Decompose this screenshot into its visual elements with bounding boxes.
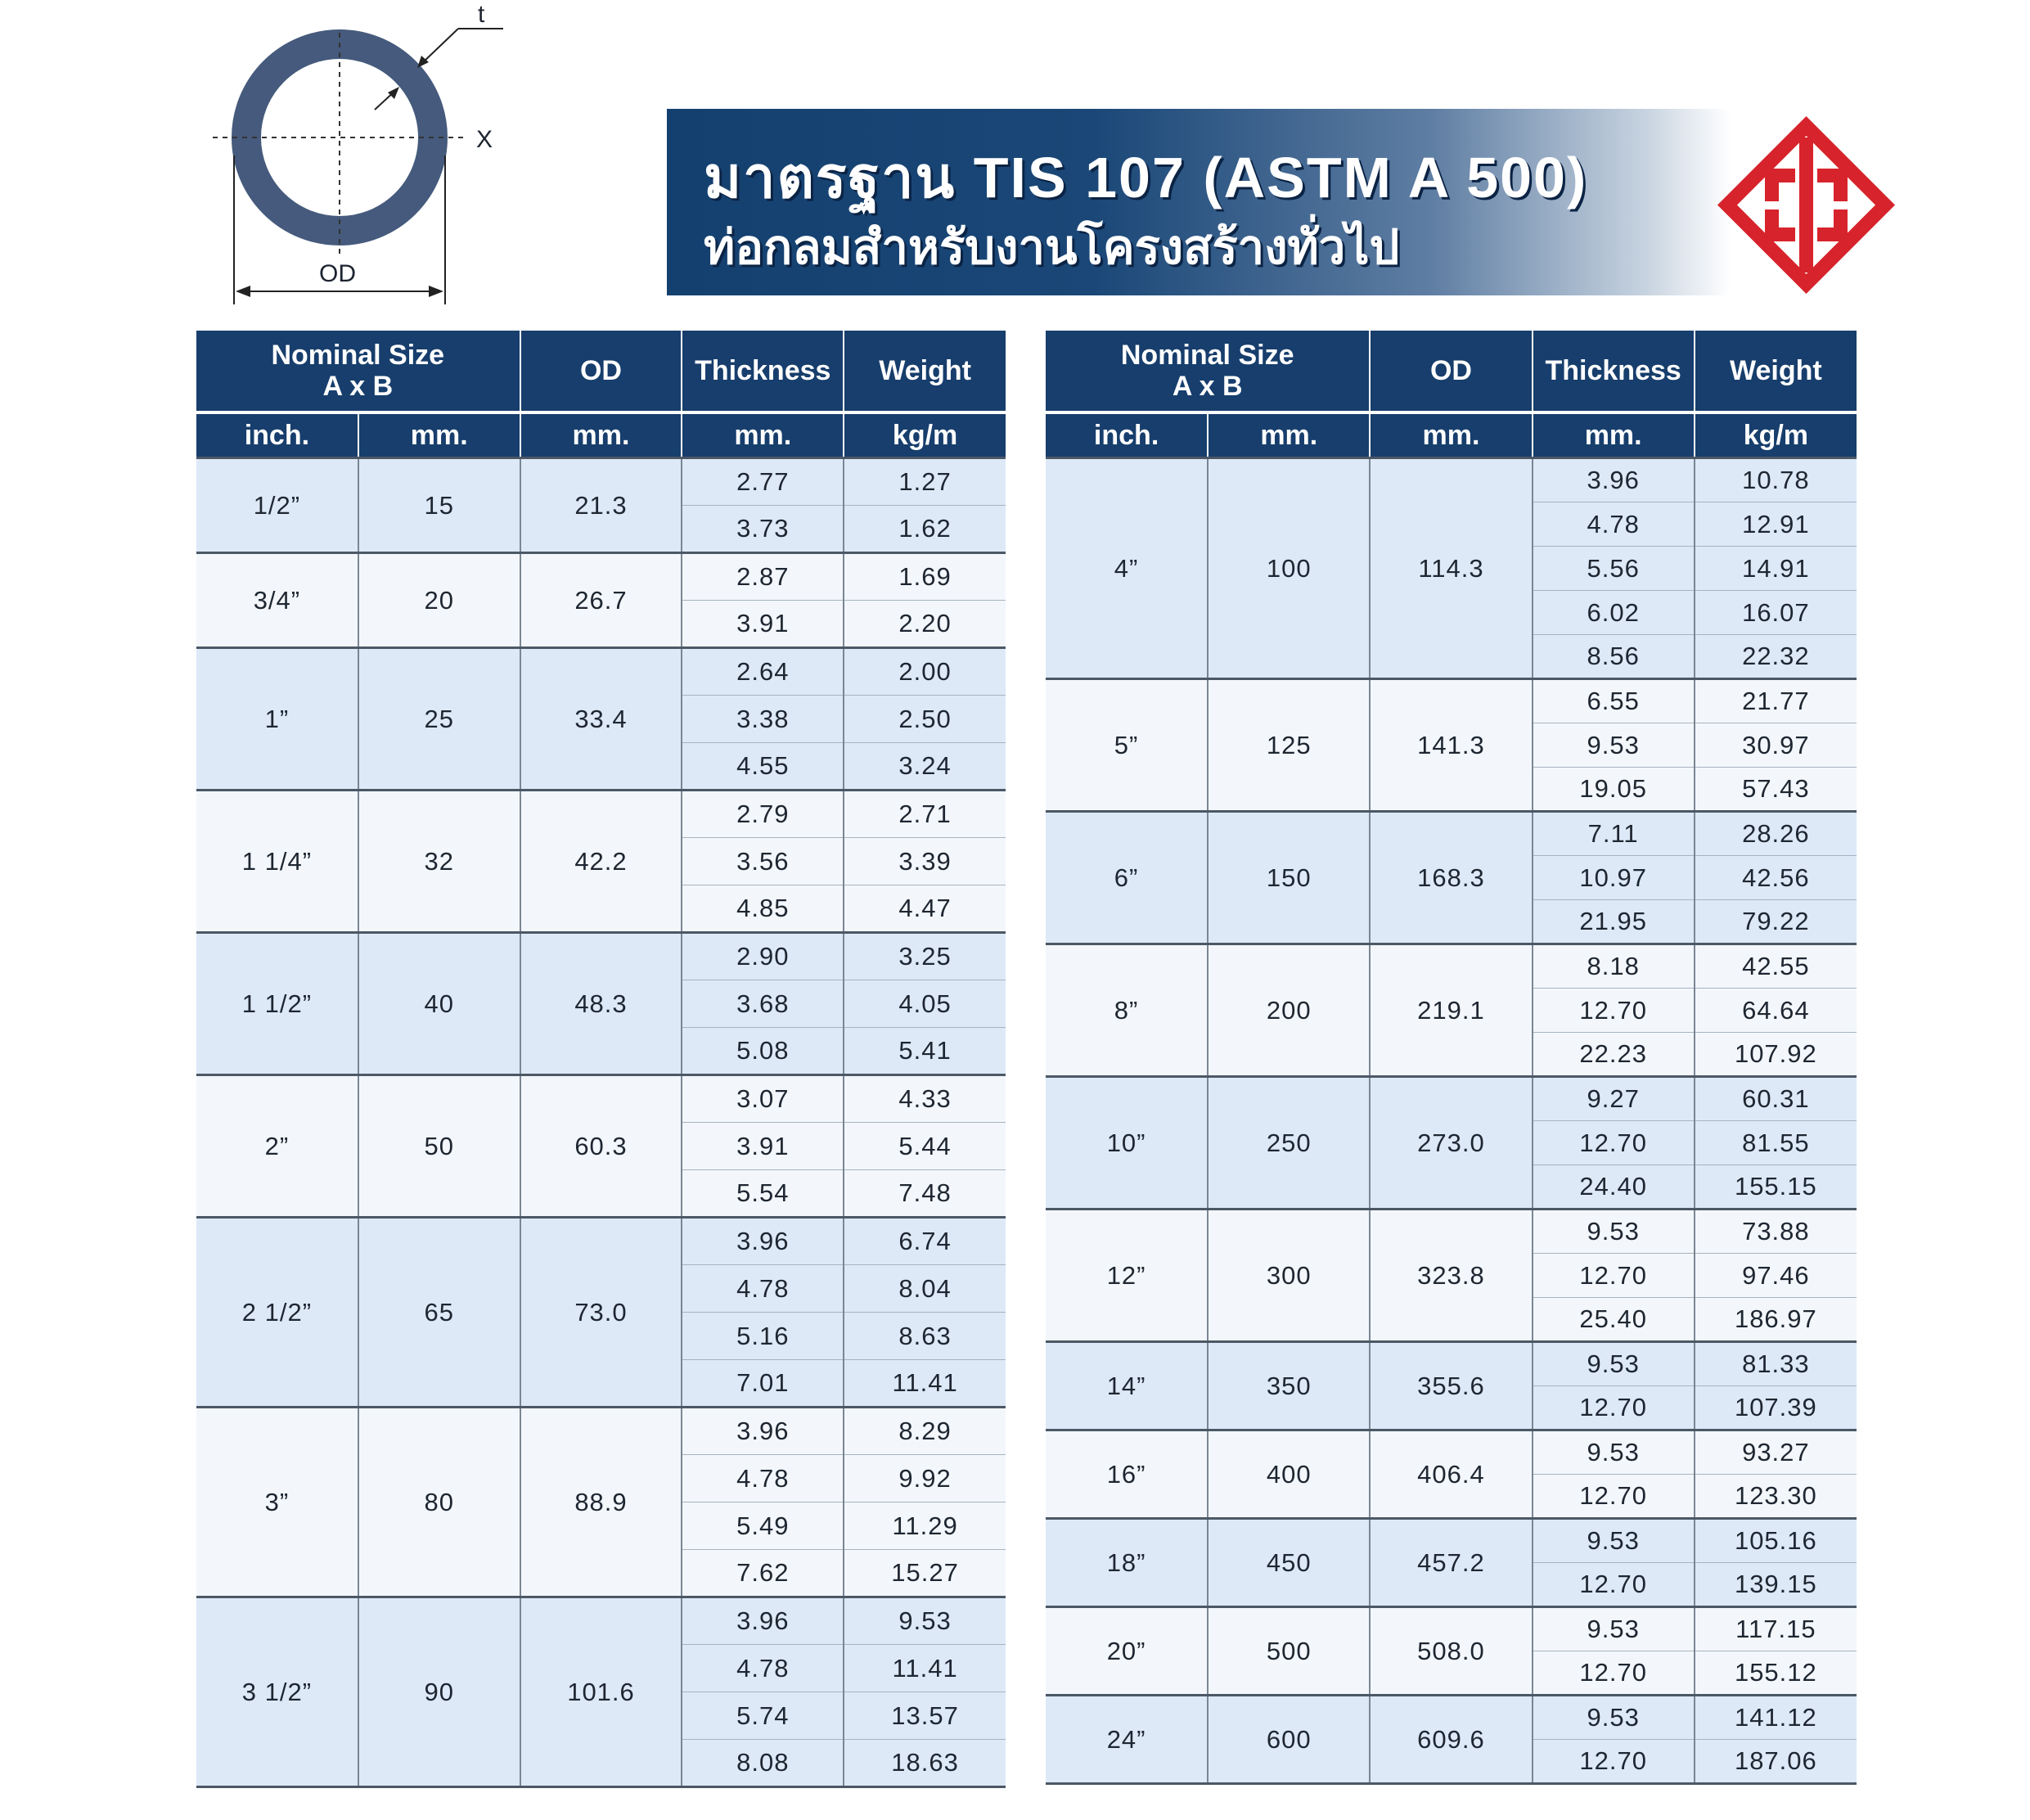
od-header: OD — [520, 331, 682, 412]
thickness-cell: 3.38 — [682, 696, 844, 743]
weight-header: Weight — [844, 331, 1006, 412]
pipe-cross-section-diagram — [188, 0, 532, 311]
table-row — [196, 1075, 1006, 1123]
thickness-cell: 12.70 — [1533, 1121, 1695, 1165]
thickness-cell: 19.05 — [1533, 768, 1695, 812]
od-cell: 21.3 — [520, 458, 682, 553]
weight-cell: 139.15 — [1695, 1563, 1857, 1607]
weight-cell: 1.62 — [844, 506, 1006, 553]
thickness-cell: 10.97 — [1533, 856, 1695, 900]
thickness-cell: 9.53 — [1533, 1696, 1695, 1740]
thickness-cell: 7.01 — [682, 1360, 844, 1408]
thickness-cell: 3.68 — [682, 980, 844, 1028]
thickness-cell: 7.62 — [682, 1550, 844, 1597]
size-mm-cell: 125 — [1208, 679, 1370, 812]
thickness-cell: 6.55 — [1533, 679, 1695, 723]
spec-table-right — [1046, 331, 1857, 1785]
inner-arrow-head — [388, 87, 399, 99]
weight-cell: 1.69 — [844, 553, 1006, 601]
weight-cell: 60.31 — [1695, 1077, 1857, 1121]
weight-cell: 12.91 — [1695, 502, 1857, 547]
thickness-cell: 3.73 — [682, 506, 844, 553]
table-row — [1046, 679, 1857, 723]
table-row — [1046, 1607, 1857, 1651]
size-inch-cell: 8” — [1046, 944, 1208, 1077]
thickness-cell: 4.78 — [682, 1455, 844, 1502]
unit-inch-header: inch. — [1046, 412, 1208, 458]
thickness-cell: 3.96 — [1533, 458, 1695, 502]
nominal-size-title: Nominal Size — [271, 340, 445, 371]
od-cell: 60.3 — [520, 1075, 682, 1218]
size-mm-cell: 15 — [358, 458, 520, 553]
weight-cell: 4.33 — [844, 1075, 1006, 1123]
thickness-cell: 4.78 — [682, 1265, 844, 1313]
unit-mm-od-header: mm. — [520, 412, 682, 458]
weight-cell: 7.48 — [844, 1170, 1006, 1218]
od-cell: 42.2 — [520, 791, 682, 933]
table-row — [1046, 1430, 1857, 1475]
spec-table-left — [196, 331, 1006, 1788]
od-cell: 273.0 — [1370, 1077, 1532, 1210]
weight-cell: 141.12 — [1695, 1696, 1857, 1740]
size-inch-cell: 14” — [1046, 1342, 1208, 1430]
weight-cell: 187.06 — [1695, 1740, 1857, 1784]
thickness-cell: 2.64 — [682, 648, 844, 696]
size-inch-cell: 3/4” — [196, 553, 358, 648]
table-row — [1046, 1519, 1857, 1563]
thickness-cell: 12.70 — [1533, 989, 1695, 1033]
od-arrow-right — [429, 286, 443, 297]
banner-title: มาตรฐาน TIS 107 (ASTM A 500) — [704, 146, 1588, 209]
thickness-cell: 2.87 — [682, 553, 844, 601]
weight-cell: 4.47 — [844, 885, 1006, 933]
size-inch-cell: 1/2” — [196, 458, 358, 553]
weight-cell: 16.07 — [1695, 591, 1857, 635]
weight-header: Weight — [1695, 331, 1857, 412]
thickness-cell: 9.53 — [1533, 723, 1695, 768]
thickness-cell: 3.56 — [682, 838, 844, 885]
weight-cell: 186.97 — [1695, 1298, 1857, 1342]
thickness-cell: 22.23 — [1533, 1033, 1695, 1077]
size-inch-cell: 4” — [1046, 458, 1208, 679]
weight-cell: 28.26 — [1695, 812, 1857, 856]
unit-mm-od-header: mm. — [1370, 412, 1532, 458]
od-cell: 26.7 — [520, 553, 682, 648]
table-row — [1046, 458, 1857, 502]
od-header: OD — [1370, 331, 1532, 412]
thickness-cell: 3.96 — [682, 1218, 844, 1265]
size-mm-cell: 20 — [358, 553, 520, 648]
weight-cell: 3.25 — [844, 933, 1006, 980]
thickness-cell: 5.56 — [1533, 547, 1695, 591]
thickness-cell: 5.08 — [682, 1028, 844, 1075]
weight-cell: 4.05 — [844, 980, 1006, 1028]
unit-weight-header: kg/m — [844, 412, 1006, 458]
od-cell: 33.4 — [520, 648, 682, 791]
thickness-cell: 12.70 — [1533, 1386, 1695, 1430]
size-mm-cell: 32 — [358, 791, 520, 933]
weight-cell: 155.12 — [1695, 1651, 1857, 1696]
weight-cell: 11.29 — [844, 1502, 1006, 1550]
unit-inch-header: inch. — [196, 412, 358, 458]
size-inch-cell: 16” — [1046, 1430, 1208, 1519]
thickness-cell: 12.70 — [1533, 1254, 1695, 1298]
thickness-cell: 8.08 — [682, 1740, 844, 1787]
size-inch-cell: 24” — [1046, 1696, 1208, 1784]
nominal-size-axb: A x B — [322, 371, 394, 402]
thickness-cell: 5.16 — [682, 1313, 844, 1360]
weight-cell: 123.30 — [1695, 1475, 1857, 1519]
thickness-cell: 9.53 — [1533, 1342, 1695, 1386]
thickness-cell: 5.54 — [682, 1170, 844, 1218]
unit-mm-thickness-header: mm. — [1533, 412, 1695, 458]
thickness-cell: 7.11 — [1533, 812, 1695, 856]
table-row — [1046, 1210, 1857, 1254]
weight-cell: 57.43 — [1695, 768, 1857, 812]
size-inch-cell: 20” — [1046, 1607, 1208, 1696]
table-row — [1046, 944, 1857, 989]
od-cell: 406.4 — [1370, 1430, 1532, 1519]
od-cell: 88.9 — [520, 1408, 682, 1597]
table-row — [196, 791, 1006, 838]
size-mm-cell: 450 — [1208, 1519, 1370, 1607]
table-row — [196, 1218, 1006, 1265]
od-arrow-left — [236, 286, 250, 297]
weight-cell: 3.24 — [844, 743, 1006, 791]
thickness-cell: 8.18 — [1533, 944, 1695, 989]
size-inch-cell: 12” — [1046, 1210, 1208, 1342]
od-cell: 48.3 — [520, 933, 682, 1075]
weight-cell: 10.78 — [1695, 458, 1857, 502]
table-row — [1046, 812, 1857, 856]
weight-cell: 105.16 — [1695, 1519, 1857, 1563]
weight-cell: 9.53 — [844, 1597, 1006, 1645]
od-cell: 219.1 — [1370, 944, 1532, 1077]
od-cell: 114.3 — [1370, 458, 1532, 679]
thickness-cell: 4.78 — [682, 1645, 844, 1692]
size-inch-cell: 2” — [196, 1075, 358, 1218]
size-inch-cell: 1 1/4” — [196, 791, 358, 933]
table-row — [196, 1408, 1006, 1455]
size-inch-cell: 6” — [1046, 812, 1208, 944]
size-mm-cell: 100 — [1208, 458, 1370, 679]
weight-cell: 8.04 — [844, 1265, 1006, 1313]
thickness-cell: 12.70 — [1533, 1475, 1695, 1519]
weight-cell: 107.92 — [1695, 1033, 1857, 1077]
table-row — [196, 933, 1006, 980]
od-cell: 609.6 — [1370, 1696, 1532, 1784]
od-cell: 141.3 — [1370, 679, 1532, 812]
thickness-cell: 25.40 — [1533, 1298, 1695, 1342]
thickness-cell: 5.74 — [682, 1692, 844, 1740]
od-label: OD — [319, 260, 356, 287]
banner-subtitle: ท่อกลมสำหรับงานโครงสร้างทั่วไป — [704, 221, 1400, 274]
size-mm-cell: 300 — [1208, 1210, 1370, 1342]
table-row — [196, 1597, 1006, 1645]
weight-cell: 2.00 — [844, 648, 1006, 696]
weight-cell: 79.22 — [1695, 900, 1857, 944]
size-mm-cell: 50 — [358, 1075, 520, 1218]
nominal-size-title: Nominal Size — [1120, 340, 1294, 371]
thickness-cell: 2.77 — [682, 458, 844, 506]
weight-cell: 8.63 — [844, 1313, 1006, 1360]
nominal-size-header — [1046, 331, 1370, 412]
thickness-cell: 3.96 — [682, 1597, 844, 1645]
od-cell: 323.8 — [1370, 1210, 1532, 1342]
size-mm-cell: 80 — [358, 1408, 520, 1597]
thickness-cell: 9.27 — [1533, 1077, 1695, 1121]
size-inch-cell: 2 1/2” — [196, 1218, 358, 1408]
weight-cell: 2.50 — [844, 696, 1006, 743]
size-inch-cell: 1 1/2” — [196, 933, 358, 1075]
thickness-cell: 4.78 — [1533, 502, 1695, 547]
thickness-header: Thickness — [682, 331, 844, 412]
weight-cell: 93.27 — [1695, 1430, 1857, 1475]
size-inch-cell: 18” — [1046, 1519, 1208, 1607]
nominal-size-axb: A x B — [1172, 371, 1243, 402]
size-mm-cell: 200 — [1208, 944, 1370, 1077]
od-cell: 508.0 — [1370, 1607, 1532, 1696]
thickness-cell: 12.70 — [1533, 1740, 1695, 1784]
weight-cell: 2.20 — [844, 601, 1006, 648]
size-mm-cell: 600 — [1208, 1696, 1370, 1784]
thickness-label: t — [478, 1, 485, 28]
size-mm-cell: 150 — [1208, 812, 1370, 944]
unit-mm-nominal-header: mm. — [358, 412, 520, 458]
od-cell: 73.0 — [520, 1218, 682, 1408]
weight-cell: 9.92 — [844, 1455, 1006, 1502]
weight-cell: 64.64 — [1695, 989, 1857, 1033]
thickness-cell: 5.49 — [682, 1502, 844, 1550]
od-cell: 101.6 — [520, 1597, 682, 1787]
thickness-cell: 9.53 — [1533, 1519, 1695, 1563]
size-inch-cell: 10” — [1046, 1077, 1208, 1210]
weight-cell: 155.15 — [1695, 1165, 1857, 1210]
thickness-arrow-line — [421, 29, 458, 64]
nominal-size-header — [196, 331, 520, 412]
size-inch-cell: 3” — [196, 1408, 358, 1597]
weight-cell: 1.27 — [844, 458, 1006, 506]
table-row — [196, 553, 1006, 601]
company-logo-icon — [1714, 113, 1898, 297]
weight-cell: 22.32 — [1695, 635, 1857, 679]
spec-table-left-body — [196, 458, 1006, 1787]
size-mm-cell: 90 — [358, 1597, 520, 1787]
thickness-header: Thickness — [1533, 331, 1695, 412]
table-row — [1046, 1696, 1857, 1740]
weight-cell: 11.41 — [844, 1645, 1006, 1692]
thickness-cell: 2.79 — [682, 791, 844, 838]
size-mm-cell: 25 — [358, 648, 520, 791]
thickness-cell: 9.53 — [1533, 1210, 1695, 1254]
weight-cell: 18.63 — [844, 1740, 1006, 1787]
size-inch-cell: 5” — [1046, 679, 1208, 812]
title-banner — [667, 109, 1731, 295]
weight-cell: 30.97 — [1695, 723, 1857, 768]
size-mm-cell: 40 — [358, 933, 520, 1075]
size-mm-cell: 65 — [358, 1218, 520, 1408]
weight-cell: 8.29 — [844, 1408, 1006, 1455]
thickness-cell: 24.40 — [1533, 1165, 1695, 1210]
size-inch-cell: 1” — [196, 648, 358, 791]
table-row — [1046, 1077, 1857, 1121]
weight-cell: 2.71 — [844, 791, 1006, 838]
thickness-cell: 3.91 — [682, 601, 844, 648]
thickness-cell: 12.70 — [1533, 1563, 1695, 1607]
weight-cell: 3.39 — [844, 838, 1006, 885]
weight-cell: 81.33 — [1695, 1342, 1857, 1386]
thickness-cell: 12.70 — [1533, 1651, 1695, 1696]
thickness-cell: 8.56 — [1533, 635, 1695, 679]
thickness-cell: 9.53 — [1533, 1607, 1695, 1651]
thickness-cell: 9.53 — [1533, 1430, 1695, 1475]
table-row — [1046, 1342, 1857, 1386]
size-mm-cell: 250 — [1208, 1077, 1370, 1210]
table-row — [196, 648, 1006, 696]
weight-cell: 13.57 — [844, 1692, 1006, 1740]
weight-cell: 81.55 — [1695, 1121, 1857, 1165]
weight-cell: 14.91 — [1695, 547, 1857, 591]
size-mm-cell: 400 — [1208, 1430, 1370, 1519]
thickness-cell: 4.85 — [682, 885, 844, 933]
thickness-cell: 3.91 — [682, 1123, 844, 1170]
od-cell: 355.6 — [1370, 1342, 1532, 1430]
weight-cell: 5.41 — [844, 1028, 1006, 1075]
weight-cell: 5.44 — [844, 1123, 1006, 1170]
weight-cell: 107.39 — [1695, 1386, 1857, 1430]
table-row — [196, 458, 1006, 506]
thickness-cell: 3.07 — [682, 1075, 844, 1123]
thickness-cell: 6.02 — [1533, 591, 1695, 635]
unit-mm-thickness-header: mm. — [682, 412, 844, 458]
weight-cell: 15.27 — [844, 1550, 1006, 1597]
spec-table-right-body — [1046, 458, 1857, 1784]
size-mm-cell: 500 — [1208, 1607, 1370, 1696]
weight-cell: 73.88 — [1695, 1210, 1857, 1254]
x-axis-label: X — [476, 126, 493, 153]
thickness-cell: 3.96 — [682, 1408, 844, 1455]
weight-cell: 97.46 — [1695, 1254, 1857, 1298]
weight-cell: 11.41 — [844, 1360, 1006, 1408]
size-mm-cell: 350 — [1208, 1342, 1370, 1430]
od-cell: 168.3 — [1370, 812, 1532, 944]
unit-mm-nominal-header: mm. — [1208, 412, 1370, 458]
thickness-cell: 21.95 — [1533, 900, 1695, 944]
od-cell: 457.2 — [1370, 1519, 1532, 1607]
size-inch-cell: 3 1/2” — [196, 1597, 358, 1787]
thickness-cell: 4.55 — [682, 743, 844, 791]
weight-cell: 21.77 — [1695, 679, 1857, 723]
weight-cell: 42.55 — [1695, 944, 1857, 989]
thickness-cell: 2.90 — [682, 933, 844, 980]
unit-weight-header: kg/m — [1695, 412, 1857, 458]
weight-cell: 42.56 — [1695, 856, 1857, 900]
weight-cell: 6.74 — [844, 1218, 1006, 1265]
weight-cell: 117.15 — [1695, 1607, 1857, 1651]
